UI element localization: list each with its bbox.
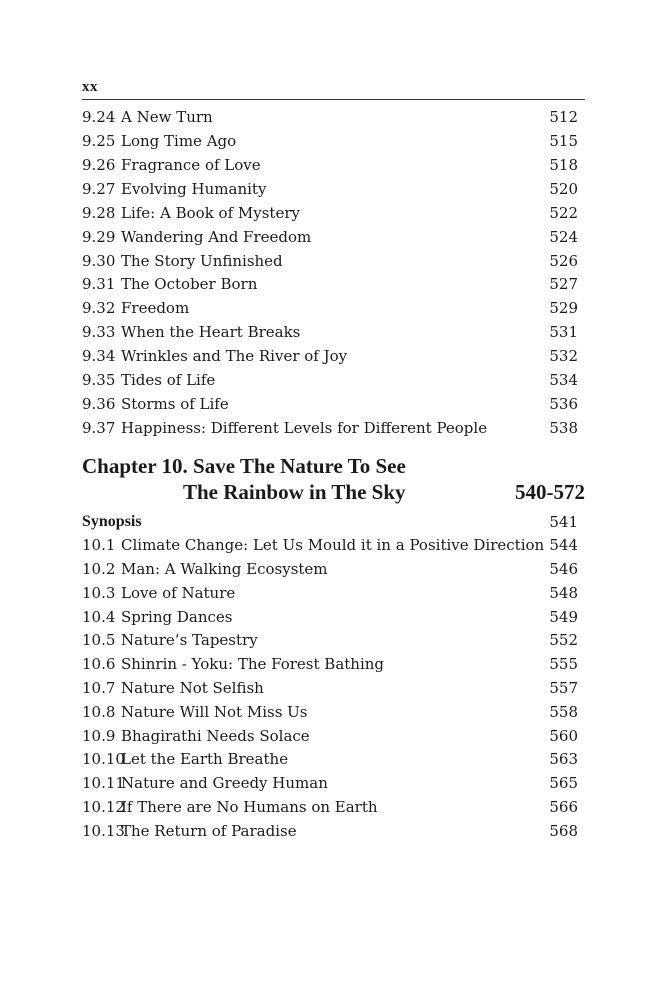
- entry-page: 527: [549, 275, 578, 293]
- toc-entry: [82, 533, 578, 557]
- toc-entry: [82, 652, 578, 676]
- entry-number: 10.6: [82, 655, 116, 673]
- entry-page: 565: [549, 774, 578, 792]
- entry-page: 544: [549, 536, 578, 554]
- entry-page: 526: [549, 252, 578, 270]
- entry-title: The Story Unfinished: [121, 252, 283, 270]
- entry-page: 552: [549, 631, 578, 649]
- entry-page: 563: [549, 750, 578, 768]
- toc-entry: [82, 105, 578, 129]
- entry-number: 10.9: [82, 727, 116, 745]
- entry-number: 9.30: [82, 252, 116, 270]
- toc-entry: [82, 605, 578, 629]
- entry-page: 558: [549, 703, 578, 721]
- entry-page: 512: [549, 108, 578, 126]
- entry-title: Bhagirathi Needs Solace: [121, 727, 310, 745]
- toc-entry: [82, 557, 578, 581]
- entry-title: Let the Earth Breathe: [121, 750, 289, 768]
- entry-number: 10.8: [82, 703, 116, 721]
- entry-page: 524: [549, 228, 578, 246]
- page-number-roman: xx: [82, 79, 98, 95]
- entry-page: 549: [549, 608, 578, 626]
- entry-title: Man: A Walking Ecosystem: [121, 560, 328, 578]
- synopsis-page: 541: [549, 513, 578, 531]
- entry-page: 520: [549, 180, 578, 198]
- entry-page: 531: [549, 323, 578, 341]
- toc-entry: [82, 700, 578, 724]
- entry-page: 560: [549, 727, 578, 745]
- toc-entry: [82, 201, 578, 225]
- entry-number: 10.2: [82, 560, 116, 578]
- entry-title: Storms of Life: [121, 395, 229, 413]
- toc-entry: [82, 177, 578, 201]
- chapter-title-line2: The Rainbow in The Sky: [183, 480, 406, 504]
- entry-title: Long Time Ago: [121, 132, 237, 150]
- toc-entry: [82, 747, 578, 771]
- entry-title: Wrinkles and The River of Joy: [121, 347, 348, 365]
- entry-page: 536: [549, 395, 578, 413]
- toc-entry: [82, 153, 578, 177]
- synopsis-label: Synopsis: [82, 513, 142, 530]
- entry-page: 534: [549, 371, 578, 389]
- toc-entry: [82, 416, 578, 440]
- toc-entry: [82, 225, 578, 249]
- entry-title: Shinrin - Yoku: The Forest Bathing: [121, 655, 385, 673]
- toc-entry: [82, 272, 578, 296]
- toc-entry: [82, 819, 578, 843]
- entry-number: 10.7: [82, 679, 116, 697]
- entry-title: Love of Nature: [121, 584, 236, 602]
- entry-title: Life: A Book of Mystery: [121, 204, 300, 222]
- entry-number: 9.33: [82, 323, 116, 341]
- header-divider: [82, 99, 585, 100]
- entry-title: The October Born: [121, 275, 258, 293]
- entry-title: Nature Will Not Miss Us: [121, 703, 308, 721]
- entry-title: Fragrance of Love: [121, 156, 261, 174]
- toc-entry: [82, 344, 578, 368]
- entry-number: 9.32: [82, 299, 116, 317]
- entry-number: 10.12: [82, 798, 125, 816]
- toc-entry: [82, 581, 578, 605]
- toc-entry: [82, 724, 578, 748]
- toc-entry: [82, 129, 578, 153]
- toc-entry: [82, 771, 578, 795]
- entry-page: 555: [549, 655, 578, 673]
- entry-title: Spring Dances: [121, 608, 233, 626]
- entry-number: 10.11: [82, 774, 125, 792]
- entry-number: 10.13: [82, 822, 125, 840]
- entry-title: Happiness: Different Levels for Different People: [121, 419, 488, 437]
- entry-title: Wandering And Freedom: [121, 228, 312, 246]
- entry-number: 9.27: [82, 180, 116, 198]
- entry-number: 9.36: [82, 395, 116, 413]
- entry-number: 9.24: [82, 108, 116, 126]
- entry-page: 515: [549, 132, 578, 150]
- entry-page: 532: [549, 347, 578, 365]
- entry-title: Evolving Humanity: [121, 180, 267, 198]
- entry-number: 9.34: [82, 347, 116, 365]
- entry-page: 546: [549, 560, 578, 578]
- entry-title: Tides of Life: [121, 371, 216, 389]
- entry-number: 9.28: [82, 204, 116, 222]
- entry-page: 538: [549, 419, 578, 437]
- entry-number: 9.29: [82, 228, 116, 246]
- toc-entry: [82, 368, 578, 392]
- entry-number: 9.37: [82, 419, 116, 437]
- entry-number: 10.5: [82, 631, 116, 649]
- entry-title: The Return of Paradise: [121, 822, 297, 840]
- entry-title: Nature Not Selfish: [121, 679, 264, 697]
- entry-title: When the Heart Breaks: [121, 323, 301, 341]
- entry-title: Climate Change: Let Us Mould it in a Positive Direction: [121, 536, 545, 554]
- entry-number: 9.35: [82, 371, 116, 389]
- entry-page: 522: [549, 204, 578, 222]
- entry-title: If There are No Humans on Earth: [121, 798, 378, 816]
- entry-number: 9.25: [82, 132, 116, 150]
- entry-number: 10.4: [82, 608, 116, 626]
- entry-title: Nature and Greedy Human: [121, 774, 328, 792]
- entry-number: 10.3: [82, 584, 116, 602]
- entry-number: 9.31: [82, 275, 116, 293]
- entry-number: 9.26: [82, 156, 116, 174]
- toc-entry: [82, 320, 578, 344]
- toc-entry: [82, 628, 578, 652]
- toc-entry: [82, 676, 578, 700]
- entry-number: 10.10: [82, 750, 125, 768]
- entry-title: Nature’s Tapestry: [121, 631, 258, 649]
- entry-page: 568: [549, 822, 578, 840]
- toc-entry: [82, 795, 578, 819]
- chapter-title-line1: Chapter 10. Save The Nature To See: [82, 454, 406, 478]
- entry-page: 518: [549, 156, 578, 174]
- entry-page: 548: [549, 584, 578, 602]
- entry-page: 529: [549, 299, 578, 317]
- entry-number: 10.1: [82, 536, 116, 554]
- toc-entry: [82, 392, 578, 416]
- entry-title: Freedom: [121, 299, 190, 317]
- entry-page: 566: [549, 798, 578, 816]
- entry-page: 557: [549, 679, 578, 697]
- chapter-page-range: 540-572: [515, 480, 585, 504]
- toc-entry: [82, 296, 578, 320]
- toc-entry: [82, 249, 578, 273]
- entry-title: A New Turn: [121, 108, 213, 126]
